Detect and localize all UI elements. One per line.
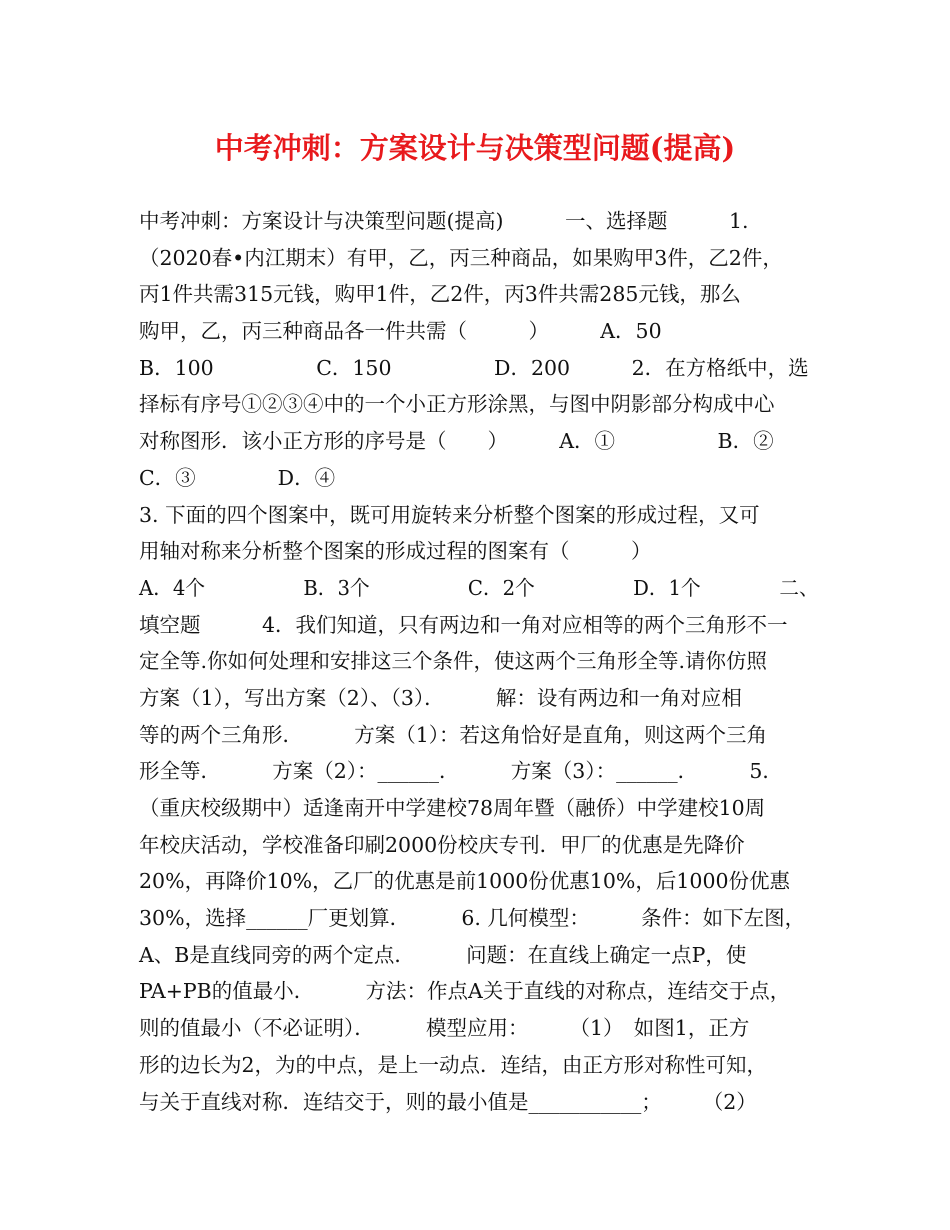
- body-line: 年校庆活动，学校准备印刷2000份校庆专刊．甲厂的优惠是先降价: [139, 832, 745, 857]
- body-line: PA+PB的值最小． 方法：作点A关于直线的对称点，连结交于点，: [139, 979, 791, 1004]
- body-line: 3. 下面的四个图案中，既可用旋转来分析整个图案的形成过程，又可: [139, 502, 760, 527]
- body-line: 与关于直线对称．连结交于，则的最小值是___________； （2）: [139, 1089, 757, 1114]
- body-line: 20%，再降价10%，乙厂的优惠是前1000份优惠10%，后1000份优惠: [139, 869, 791, 894]
- body-line: 购甲，乙，丙三种商品各一件共需（ ） A．50: [139, 319, 662, 344]
- document-title: 中考冲刺：方案设计与决策型问题(提高): [214, 131, 736, 165]
- document-body: [139, 203, 819, 1120]
- body-line: 中考冲刺：方案设计与决策型问题(提高) 一、选择题 1.: [139, 209, 749, 233]
- body-line: 则的值最小（不必证明）． 模型应用： （1） 如图1，正方: [139, 1016, 750, 1041]
- body-line: 丙1件共需315元钱，购甲1件，乙2件，丙3件共需285元钱，那么: [139, 282, 741, 307]
- body-line: 填空题 4．我们知道，只有两边和一角对应相等的两个三角形不一: [139, 612, 788, 637]
- body-line: A、B是直线同旁的两个定点． 问题：在直线上确定一点P，使: [139, 942, 747, 967]
- body-line: B．100 C．150 D．200 2．在方格纸中，选: [139, 355, 809, 380]
- body-line: C．③ D．④: [139, 465, 336, 490]
- body-line: （2020春•内江期末）有甲，乙，丙三种商品，如果购甲3件，乙2件，: [139, 245, 783, 270]
- body-line: 用轴对称来分析整个图案的形成过程的图案有（ ）: [139, 539, 652, 564]
- body-line: （重庆校级期中）适逢南开中学建校78周年暨（融侨）中学建校10周: [139, 796, 766, 820]
- body-line: 30%，选择______厂更划算． 6. 几何模型： 条件：如下左图，: [139, 906, 806, 931]
- body-line: 择标有序号①②③④中的一个小正方形涂黑，与图中阴影部分构成中心: [139, 392, 775, 417]
- body-line: 对称图形．该小正方形的序号是（ ） A．① B．②: [139, 429, 774, 454]
- body-line: 形全等． 方案（2）：______． 方案（3）：______． 5．: [139, 759, 783, 784]
- body-line: 方案（1），写出方案（2）、（3）． 解：设有两边和一角对应相: [139, 685, 742, 710]
- body-line: 形的边长为2，为的中点，是上一动点．连结，由正方形对称性可知，: [139, 1052, 768, 1077]
- body-line: 定全等.你如何处理和安排这三个条件，使这两个三角形全等.请你仿照: [139, 649, 768, 674]
- body-line: A．4个 B．3个 C．2个 D．1个 二、: [139, 575, 819, 600]
- body-line: 等的两个三角形． 方案（1）：若这角恰好是直角，则这两个三角: [139, 722, 768, 747]
